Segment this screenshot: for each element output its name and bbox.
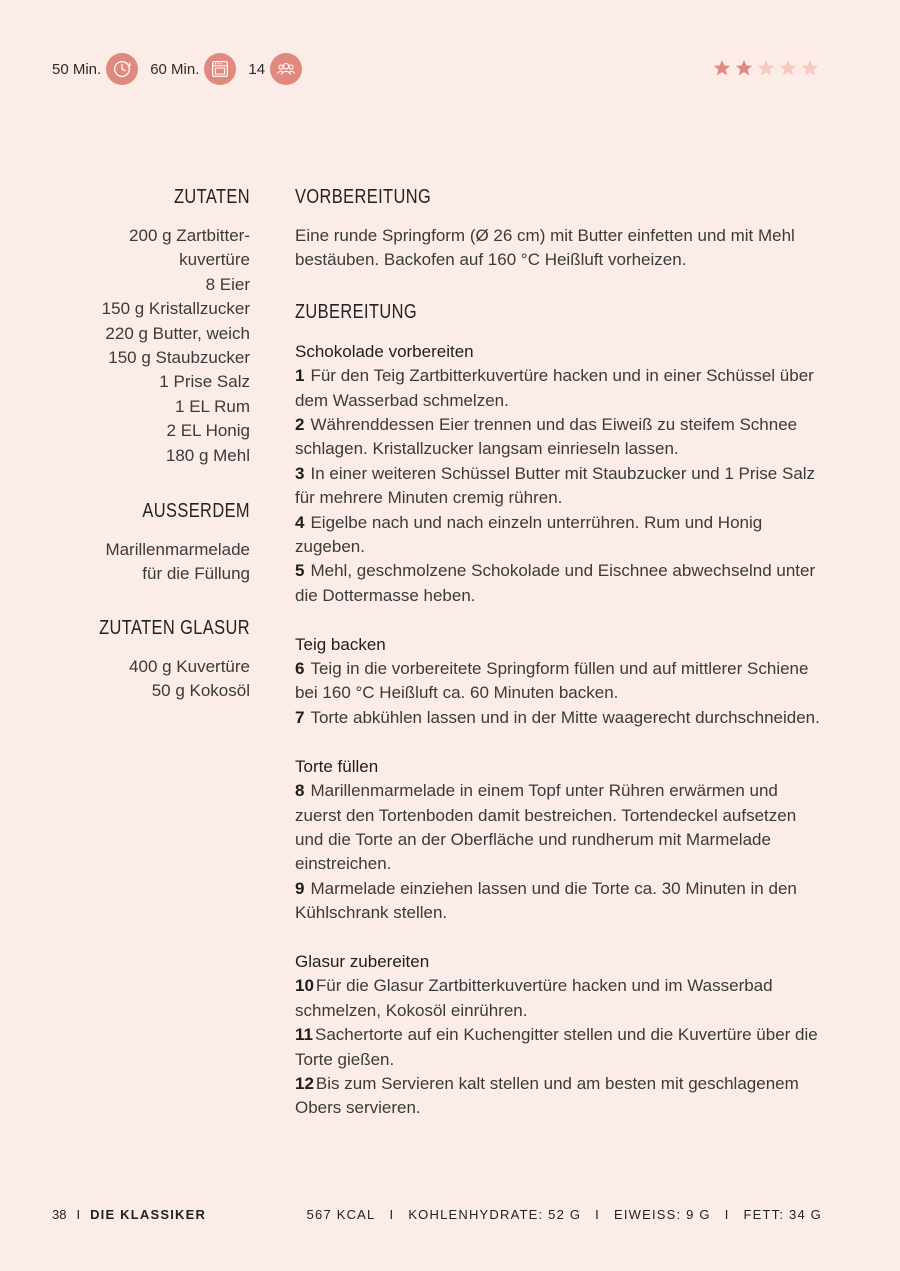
- step-text: Eigelbe nach und nach einzeln unterrühren. Rum und Honig zugeben.: [295, 512, 763, 557]
- method-section: [295, 950, 825, 1121]
- method-step: [295, 1072, 825, 1121]
- step-number: 7: [295, 707, 305, 727]
- method-section-title: Schokolade vorbereiten: [295, 341, 474, 361]
- ingredient-item: 8 Eier: [205, 274, 250, 294]
- method-section: [295, 633, 825, 731]
- ingredient-item: 200 g Zartbitter-: [129, 226, 250, 245]
- step-text: In einer weiteren Schüssel Butter mit Staubzucker und 1 Prise Salz für mehrere Minuten cremig rühren.: [295, 463, 816, 508]
- method-step: [295, 877, 825, 926]
- method-step: [295, 706, 825, 730]
- nutrition-value: 567 KCAL: [306, 1206, 376, 1222]
- additionally-heading: AUSSERDEM: [142, 500, 250, 523]
- ingredient-item: 1 Prise Salz: [159, 372, 250, 392]
- footer-separator: I: [76, 1206, 81, 1222]
- ingredients-column: [40, 186, 250, 704]
- ingredient-item: 220 g Butter, weich: [105, 323, 250, 343]
- ingredient-item: 150 g Staubzucker: [108, 348, 250, 368]
- method-section-title: Glasur zubereiten: [295, 951, 430, 971]
- step-text: Torte abkühlen lassen und in der Mitte waagerecht durchschneiden.: [310, 707, 820, 727]
- preparation-text: Eine runde Springform (Ø 26 cm) mit Butter einfetten und mit Mehl bestäuben. Backofen auf 160 °C Heißluft vorheizen.: [295, 226, 795, 270]
- ingredient-item: 1 EL Rum: [175, 396, 250, 416]
- step-number: 9: [295, 878, 305, 898]
- servings-value: 14: [248, 60, 266, 78]
- page-number: 38: [52, 1206, 67, 1222]
- method-step: [295, 657, 825, 706]
- step-number: 11: [295, 1025, 313, 1045]
- nutrition-separator: I: [595, 1206, 600, 1222]
- step-text: Bis zum Servieren kalt stellen und am besten mit geschlagenem Obers servieren.: [295, 1073, 799, 1118]
- step-text: Marillenmarmelade in einem Topf unter Rühren erwärmen und zuerst den Tortenboden damit bestreichen. Tortendeckel aufsetzen und die Torte an der Oberfläche und rundherum mit Marmelade einstreichen.: [295, 781, 797, 874]
- method-section-title: Teig backen: [295, 634, 386, 654]
- nutrition-info: [307, 1207, 822, 1222]
- step-text: Sachertorte auf ein Kuchengitter stellen und die Kuvertüre über die Torte gießen.: [295, 1025, 818, 1069]
- bake-time-value: 60 Min.: [150, 60, 200, 78]
- step-number: 6: [295, 659, 305, 679]
- method-step: [295, 462, 825, 511]
- prep-time: [52, 53, 138, 85]
- star-filled-icon: [712, 58, 732, 78]
- step-text: Währenddessen Eier trennen und das Eiweiß zu steifem Schnee schlagen. Kristallzucker langsam einrieseln lassen.: [295, 415, 798, 459]
- ingredient-item: kuvertüre: [179, 250, 250, 270]
- oven-icon: [204, 53, 236, 85]
- step-text: Für die Glasur Zartbitterkuvertüre hacken und im Wasserbad schmelzen, Kokosöl einrühren.: [295, 976, 773, 1020]
- step-number: 12: [295, 1073, 314, 1093]
- nutrition-separator: I: [724, 1206, 730, 1222]
- glaze-ingredients-heading: ZUTATEN GLASUR: [99, 616, 250, 639]
- additional-item: Marillenmarmelade: [105, 540, 250, 560]
- step-number: 5: [295, 561, 305, 581]
- recipe-meta-bar: [52, 53, 314, 85]
- star-filled-icon: [734, 58, 754, 78]
- nutrition-value: KOHLENHYDRATE: 52 G: [408, 1206, 582, 1222]
- ingredients-list: [40, 224, 250, 468]
- step-number: 10: [295, 976, 314, 996]
- instructions-column: [295, 186, 825, 1121]
- method-step: [295, 413, 825, 462]
- method-section: [295, 340, 825, 608]
- nutrition-value: FETT: 34 G: [743, 1206, 822, 1222]
- ingredients-heading: ZUTATEN: [173, 186, 250, 208]
- method-sections: [295, 340, 825, 1121]
- preparation-heading: VORBEREITUNG: [295, 186, 432, 208]
- method-step: [295, 779, 825, 877]
- glaze-ingredient-item: 400 g Kuvertüre: [129, 656, 250, 676]
- page-footer: [52, 1204, 822, 1224]
- method-section: [295, 755, 825, 926]
- people-icon: [270, 53, 302, 85]
- method-step: [295, 559, 825, 608]
- step-number: 1: [295, 366, 305, 386]
- glaze-ingredient-item: 50 g Kokosöl: [151, 681, 250, 701]
- clock-icon: [106, 53, 138, 85]
- star-empty-icon: [778, 58, 798, 78]
- star-empty-icon: [756, 58, 776, 78]
- method-section-title: Torte füllen: [295, 756, 379, 776]
- prep-time-value: 50 Min.: [52, 60, 102, 78]
- servings: [248, 53, 302, 85]
- method-step: [295, 511, 825, 560]
- method-step: [295, 364, 825, 413]
- method-step: [295, 1023, 825, 1072]
- method-step: [295, 974, 825, 1023]
- additional-item: für die Füllung: [142, 564, 250, 584]
- step-text: Teig in die vorbereitete Springform füllen und auf mittlerer Schiene bei 160 °C Heißluft ca. 60 Minuten backen.: [295, 659, 809, 703]
- difficulty-rating: [710, 58, 820, 78]
- step-number: 4: [295, 512, 305, 532]
- step-number: 8: [295, 781, 305, 801]
- step-text: Mehl, geschmolzene Schokolade und Eischnee abwechselnd unter die Dottermasse heben.: [295, 561, 816, 605]
- nutrition-separator: I: [389, 1206, 395, 1222]
- step-text: Marmelade einziehen lassen und die Torte ca. 30 Minuten in den Kühlschrank stellen.: [295, 878, 797, 923]
- additionally-list: [40, 538, 250, 587]
- glaze-ingredients-list: [40, 655, 250, 704]
- bake-time: [150, 53, 236, 85]
- ingredient-item: 150 g Kristallzucker: [101, 299, 250, 319]
- ingredient-item: 180 g Mehl: [165, 445, 250, 465]
- star-empty-icon: [800, 58, 820, 78]
- step-number: 3: [295, 463, 305, 483]
- nutrition-value: EIWEISS: 9 G: [613, 1206, 711, 1222]
- step-text: Für den Teig Zartbitterkuvertüre hacken und in einer Schüssel über dem Wasserbad schmelzen.: [295, 366, 814, 410]
- step-number: 2: [295, 415, 305, 435]
- section-name: DIE KLASSIKER: [90, 1206, 207, 1222]
- ingredient-item: 2 EL Honig: [166, 421, 250, 441]
- method-heading: ZUBEREITUNG: [295, 300, 418, 323]
